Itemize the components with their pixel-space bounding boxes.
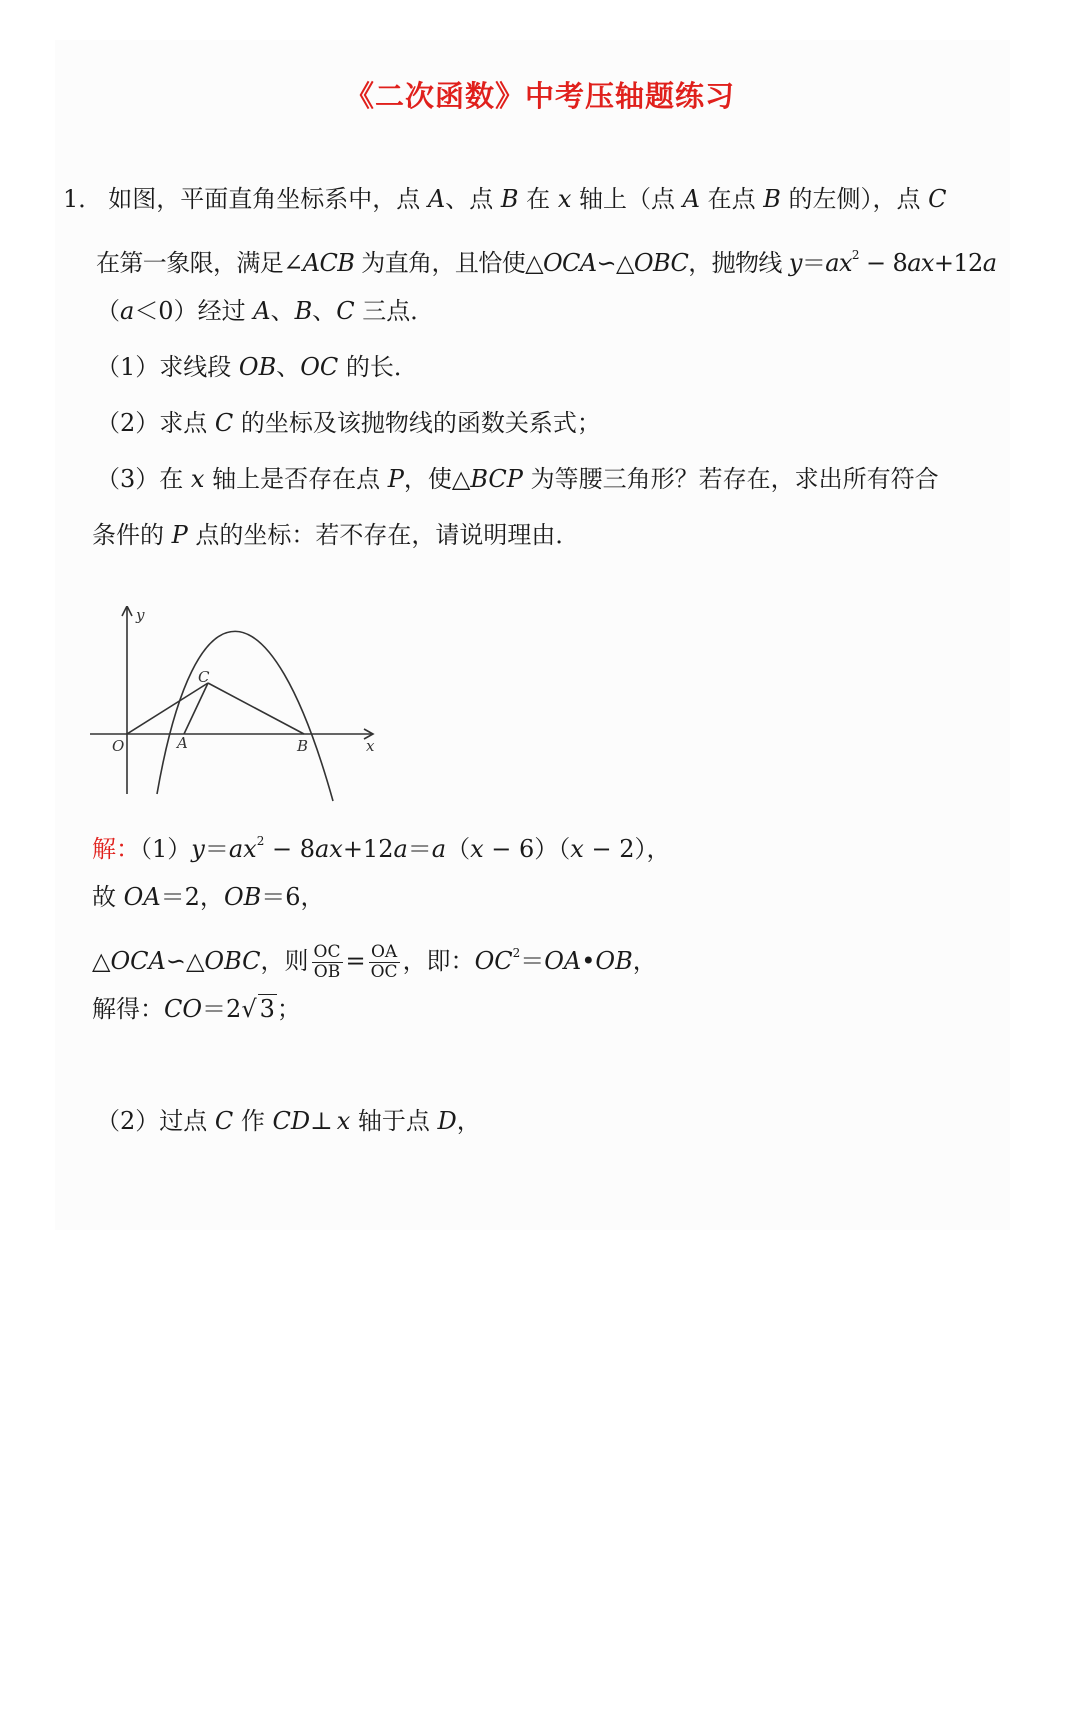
solution-line-1: 解：$(1)y=ax^2 - 8ax+12a=a(x - 6)(x - 2)$，: [92, 834, 671, 863]
parabola-curve: [157, 631, 333, 801]
problem-number: 1．: [63, 185, 103, 213]
label-B: B: [297, 737, 309, 755]
page-title: 《二次函数》中考压轴题练习: [344, 79, 735, 113]
label-A: A: [177, 734, 188, 752]
question-1: （1）求线段 OB、OC 的长．: [96, 353, 418, 381]
segment-CB: [208, 683, 304, 734]
label-C: C: [198, 668, 210, 686]
label-O: O: [112, 737, 125, 755]
fraction-oa-oc: $\frac{OA}{OC}$: [370, 942, 398, 982]
problem-line-1: 1． 如图，平面直角坐标系中，点 A、点 B 在 x 轴上（点 A 在点 B 的左侧），点 C: [63, 185, 947, 213]
solution-line-3: △OCA∽△OBC，则 $\frac{OC}{OB}$ = $\frac{OA}{OC}$ ，即：$OC^2=OA•OB$，: [92, 942, 657, 982]
solution-line-4: 解得：CO＝2√ 3；: [92, 995, 301, 1023]
label-x: x: [366, 737, 375, 755]
label-y: y: [136, 606, 145, 624]
question-3-continued: 条件的 P 点的坐标：若不存在，请说明理由．: [92, 521, 580, 549]
coordinate-figure: [90, 606, 390, 806]
fraction-oc-ob: $\frac{OC}{OB}$: [313, 942, 341, 982]
sqrt-icon: √: [241, 995, 257, 1023]
solution-line-5: （2）过点 C 作 CD⊥ x 轴于点 D，: [96, 1107, 481, 1135]
solution-line-2: 故 OA＝2，OB＝6，: [92, 883, 325, 911]
problem-line-2: 在第一象限，满足∠ACB 为直角，且恰使△OCA∽△OBC，抛物线 $y=ax^2 - 8ax+12a$: [96, 248, 997, 277]
question-3: （3）在 x 轴上是否存在点 P，使△BCP 为等腰三角形？若存在，求出所有符合: [96, 465, 939, 493]
solution-label: 解：: [92, 835, 140, 863]
question-2: （2）求点 C 的坐标及该抛物线的函数关系式；: [96, 409, 601, 437]
problem-line-3: （a＜0）经过 A、B、C 三点．: [96, 297, 435, 325]
